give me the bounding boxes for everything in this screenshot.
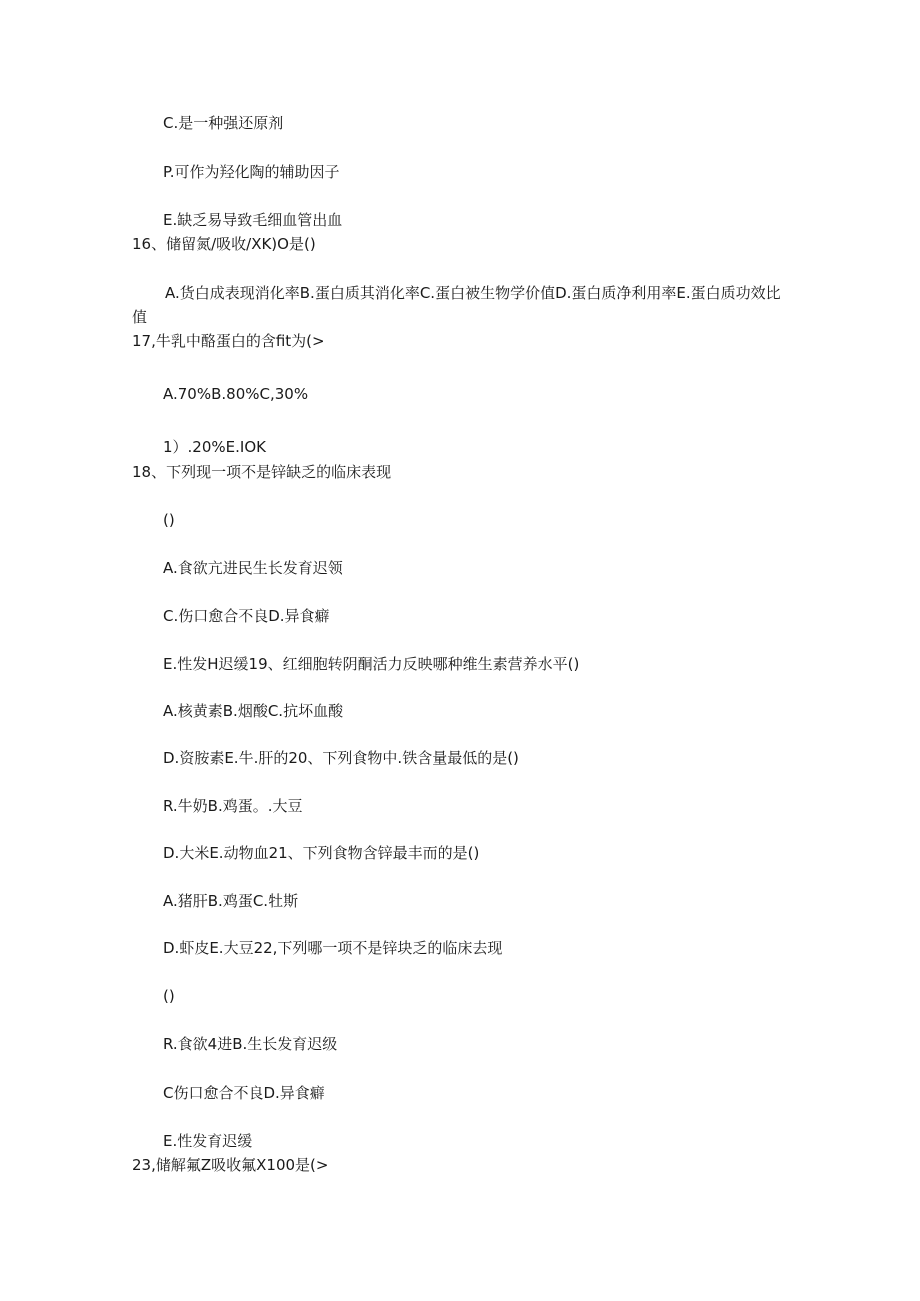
question-17-options-a-c: A.70%B.80%C,30% [163, 385, 309, 403]
question-18: 18、下列现一项不是锌缺乏的临床表现 [132, 463, 392, 481]
question-22-options-c-d: C伤口愈合不良D.异食癖 [163, 1084, 325, 1102]
question-20-options: R.牛奶B.鸡蛋。.大豆 [163, 797, 303, 815]
option-d-text: P.可作为羟化陶的辅助因子 [163, 163, 340, 181]
question-22-blank: () [163, 987, 175, 1005]
question-16-options: A.货白成表现消化率B.蛋白质其消化率C.蛋白被生物学价值D.蛋白质净利用率E.蛋白质功效比 [165, 284, 781, 302]
question-17-options-d-e: 1）.20%E.IOK [163, 438, 266, 456]
question-16: 16、储留氮/吸收/XK)O是() [132, 235, 316, 253]
question-23: 23,储解氟Z吸收氟X100是(> [132, 1156, 329, 1174]
question-19-options-a-c: A.核黄素B.烟酸C.抗坏血酸 [163, 702, 344, 720]
question-22-option-e: E.性发育迟缓 [163, 1132, 253, 1150]
question-18-options-a-b: A.食欲亢进民生长发育迟领 [163, 559, 343, 577]
question-22-options-a-b: R.食欲4进B.生长发育迟级 [163, 1035, 338, 1053]
question-18-blank: () [163, 511, 175, 529]
question-16-options-continued: 值 [132, 308, 148, 326]
question-20: D.资胺素E.牛.肝的20、下列食物中.铁含量最低的是() [163, 749, 519, 767]
question-17: 17,牛乳中酪蛋白的含fit为(> [132, 332, 325, 350]
question-18-options-c-d: C.伤口愈合不良D.异食癖 [163, 607, 330, 625]
option-e-text: E.缺乏易导致毛细血管出血 [163, 211, 343, 229]
question-21: D.大米E.动物血21、下列食物含锌最丰而的是() [163, 844, 480, 862]
question-22: D.虾皮E.大豆22,下列哪一项不是锌块乏的临床去现 [163, 939, 503, 957]
option-c-text: C.是一种强还原剂 [163, 114, 284, 132]
question-19: E.性发H迟缓19、红细胞转阴酮活力反映哪种维生素营养水平() [163, 655, 580, 673]
question-21-options: A.猪肝B.鸡蛋C.牡斯 [163, 892, 299, 910]
